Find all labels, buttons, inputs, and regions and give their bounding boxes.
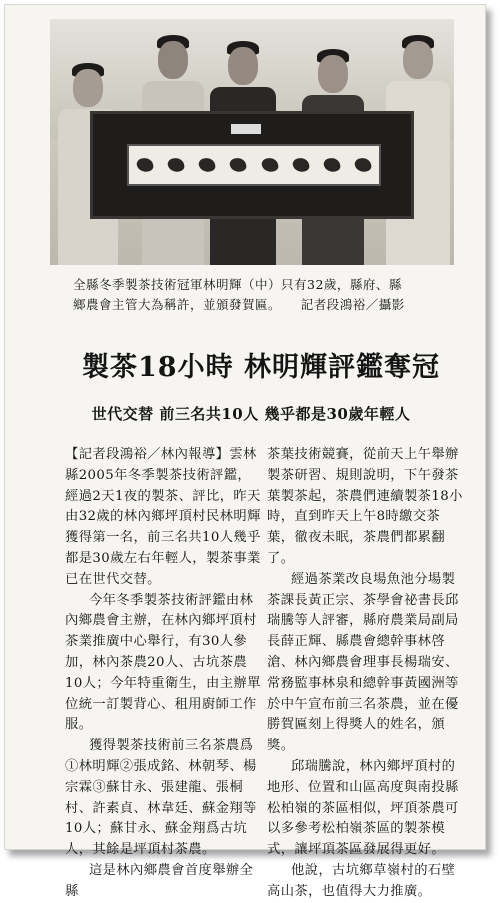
caption-line: 鄉農會主管大為稱許，並頒發賀匾。 記者段鴻裕／攝影 [73, 297, 405, 312]
article-paragraph: 這是林內鄉農會首度舉辦全縣 [65, 862, 254, 899]
article-paragraph: 【記者段鴻裕／林內報導】雲林縣2005年冬季製茶技術評鑑，經過2天1夜的製茶、評比，昨天由32歲的林內鄉坪頂村民林明輝獲得第一名，前三名共10人幾乎都是30歲左右年輕人，製茶事業已在世代交替。 [65, 447, 261, 587]
article-paragraph: 經過茶業改良場魚池分場製茶課長黃正宗、茶學會祕書長邱瑞騰等人評審，縣府農業局副局長薛正輝、縣農會總幹事林啓滄、林內鄉農會理事長楊瑞安、常務監事林泉和總幹事黃國洲等於中午宣布前三名茶農，並在優勝賀匾刻上得獎人的姓名，頒獎。 [267, 571, 459, 754]
article-paragraph: 他說，古坑鄉草嶺村的石壁高山茶，也值得大力推廣。 [267, 862, 456, 899]
subheadline: 世代交替 前三名共10人 幾乎都是30歲年輕人 [91, 405, 411, 423]
headline: 製茶18小時 林明輝評鑑奪冠 [82, 352, 440, 383]
article-column-left [65, 445, 261, 903]
article-column-right [267, 445, 463, 903]
plaque-calligraphy [127, 144, 381, 186]
photo-caption [73, 275, 453, 315]
article-paragraph: 獲得製茶技術前三名茶農爲①林明輝②張成銘、林朝琴、楊宗霖③蘇甘永、張建龍、張桐村、許素貞、林韋廷、蘇金翔等10人；蘇甘永、蘇金翔爲古坑人，其餘是坪頂村茶農。 [65, 738, 257, 858]
caption-line: 全縣冬季製茶技術冠軍林明輝（中）只有32歲，縣府、縣 [73, 277, 402, 292]
award-plaque-icon [90, 111, 414, 219]
plaque-tag [231, 124, 261, 134]
article-paragraph: 今年冬季製茶技術評鑑由林內鄉農會主辦，在林內鄉坪頂村茶業推廣中心舉行，有30人參加，林內茶農20人、古坑茶農10人；今年特重衛生，由主辦單位統一訂製背心、租用廚師工作服。 [65, 592, 261, 733]
newspaper-clipping [4, 4, 486, 899]
article-paragraph: 茶葉技術競賽，從前天上午舉辦製茶研習、規則說明，下午發茶葉製茶起，茶農們連續製茶18小時，直到昨天上午8時繳交茶葉，徹夜未眠，茶農們都累翻了。 [267, 447, 463, 566]
news-photo [50, 19, 454, 265]
article-paragraph: 邱瑞騰說，林內鄉坪頂村的地形、位置和山區高度與南投縣松柏嶺的茶區相似，坪頂茶農可以多參考松柏嶺茶區的製茶模式，讓坪頂茶區發展得更好。 [267, 758, 459, 858]
